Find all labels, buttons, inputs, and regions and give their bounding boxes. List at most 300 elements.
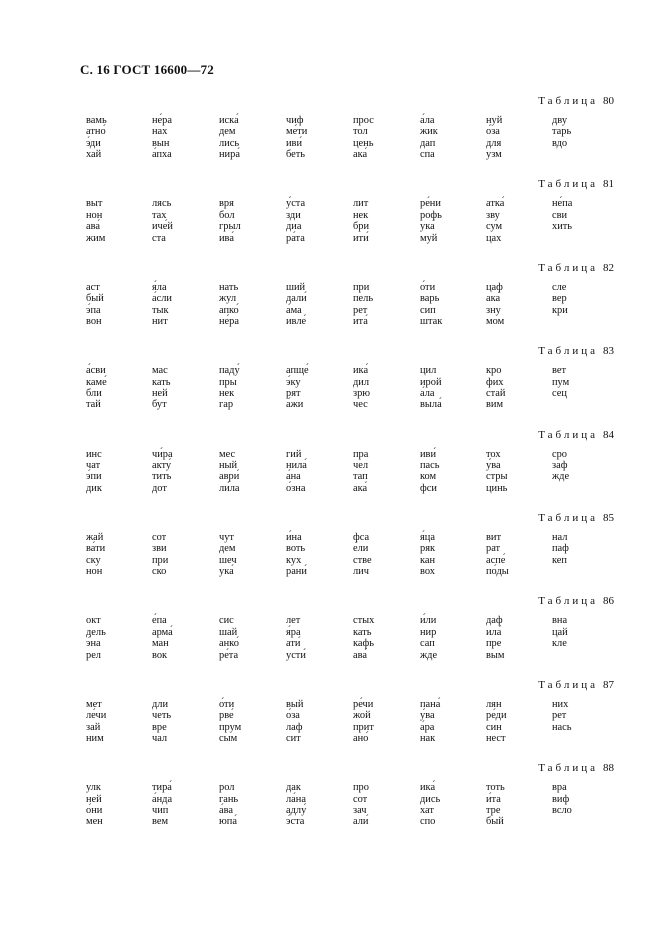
word-column xyxy=(552,532,616,566)
word-column xyxy=(152,615,216,661)
word-column xyxy=(552,699,616,733)
word-cell: чип xyxy=(152,804,169,816)
word-column xyxy=(286,615,350,661)
word-cell: ско xyxy=(152,566,167,578)
word-cell: ме́ти xyxy=(286,126,308,138)
word-column xyxy=(353,699,417,745)
table-number: 84 xyxy=(603,428,614,441)
word-cell: иви́ xyxy=(420,448,437,460)
word-cell: всло xyxy=(552,804,572,816)
word-cell: хат xyxy=(420,804,434,816)
word-cell: иска́ xyxy=(219,115,239,126)
word-cell: зай xyxy=(86,721,101,733)
word-cell: лит xyxy=(353,198,369,210)
word-column xyxy=(420,615,484,661)
word-cell: сым xyxy=(219,732,238,744)
word-column xyxy=(86,615,150,661)
table-number: 82 xyxy=(603,261,614,274)
word-column xyxy=(86,532,150,578)
word-cell: дись xyxy=(420,793,441,805)
word-column xyxy=(286,115,350,161)
table-block xyxy=(0,429,662,509)
word-cell: дву xyxy=(552,115,568,126)
word-cell: пана́ xyxy=(420,698,441,710)
word-cell: жул xyxy=(219,293,237,305)
word-column xyxy=(486,699,550,745)
word-cell: вох xyxy=(420,566,435,578)
table-caption xyxy=(538,512,614,524)
word-cell: кать xyxy=(353,626,372,638)
word-cell: бол xyxy=(219,209,235,221)
table-number: 87 xyxy=(603,678,614,691)
word-cell: при xyxy=(152,554,169,566)
word-cell: гар xyxy=(219,399,234,411)
word-cell: тап xyxy=(353,471,368,483)
word-cell: узм xyxy=(486,149,502,161)
word-cell: о́ти xyxy=(420,281,436,293)
word-cell: не́па xyxy=(552,198,573,210)
table-caption-word: Таблица xyxy=(538,678,598,691)
word-column xyxy=(420,365,484,411)
table-number: 83 xyxy=(603,345,614,358)
word-cell: ука́ xyxy=(420,221,435,233)
word-cell: воть xyxy=(286,543,306,555)
word-cell: ивле́ xyxy=(286,315,307,327)
word-cell: а́пха xyxy=(152,149,172,161)
word-cell: пась xyxy=(420,459,440,471)
word-cell: нал xyxy=(552,532,568,543)
word-cell: вдо xyxy=(552,137,568,149)
word-column xyxy=(86,699,150,745)
word-cell: и́та xyxy=(486,793,501,805)
word-cell: ним xyxy=(86,732,104,744)
word-cell: рол xyxy=(219,782,235,794)
word-column xyxy=(353,449,417,495)
table-caption xyxy=(538,345,614,357)
word-column xyxy=(219,282,283,328)
word-cell: э́ста xyxy=(286,816,305,828)
word-column xyxy=(286,782,350,828)
table-number: 86 xyxy=(603,595,614,608)
word-cell: каме́ xyxy=(86,376,107,388)
word-column xyxy=(219,699,283,745)
word-cell: усти́ xyxy=(286,649,306,661)
word-cell: ста xyxy=(152,232,166,244)
word-column xyxy=(219,115,283,161)
word-cell: бый xyxy=(486,816,504,828)
word-cell: чиф xyxy=(286,115,304,126)
word-cell: лись xyxy=(219,137,240,149)
table-block xyxy=(0,345,662,425)
word-cell: вон xyxy=(86,315,102,327)
word-column xyxy=(486,365,550,411)
word-column xyxy=(219,365,283,411)
word-cell: и́на xyxy=(286,532,302,543)
word-cell: пре xyxy=(486,638,502,650)
word-cell: кеп xyxy=(552,554,567,566)
word-column xyxy=(86,449,150,495)
word-cell: тык xyxy=(152,304,169,316)
table-number: 80 xyxy=(603,95,614,107)
table-caption xyxy=(538,178,614,190)
word-cell: вря xyxy=(219,198,234,210)
word-cell: дот xyxy=(152,482,167,494)
word-cell: рани́ xyxy=(286,566,307,578)
word-column xyxy=(152,782,216,828)
word-cell: тарь xyxy=(552,126,572,138)
word-cell: нила́ xyxy=(286,459,307,471)
word-cell: э́пи xyxy=(86,471,102,483)
word-column xyxy=(486,615,550,661)
table-number: 85 xyxy=(603,512,614,524)
table-block xyxy=(0,178,662,258)
word-cell: лич xyxy=(353,566,369,578)
word-column xyxy=(552,615,616,649)
word-column xyxy=(420,198,484,244)
word-cell: атно́ xyxy=(86,126,106,138)
word-cell: инс xyxy=(86,448,102,460)
word-cell: тира́ xyxy=(152,782,172,794)
word-cell: ску xyxy=(86,554,101,566)
word-cell: нест xyxy=(486,732,506,744)
word-cell: ре́та xyxy=(219,649,239,661)
word-column xyxy=(486,782,550,828)
word-cell: гань xyxy=(219,793,239,805)
word-cell: ней xyxy=(86,793,102,805)
word-cell: цень xyxy=(353,137,374,149)
word-cell: э́ди xyxy=(86,137,101,149)
word-cell: ле́чи xyxy=(86,710,107,722)
word-column xyxy=(219,615,283,661)
word-cell: прум xyxy=(219,721,242,733)
word-cell: рет xyxy=(552,710,567,722)
word-cell: шеч xyxy=(219,554,237,566)
word-cell: мес xyxy=(219,448,236,460)
word-column xyxy=(219,782,283,828)
word-cell: зач xyxy=(353,804,367,816)
word-column xyxy=(353,615,417,661)
word-cell: акту́ xyxy=(152,459,172,471)
word-cell: нон xyxy=(86,209,103,221)
word-cell: е́ли xyxy=(353,543,369,555)
word-cell: тох xyxy=(486,448,501,460)
word-cell: юпа́ xyxy=(219,816,237,828)
word-cell: рят xyxy=(286,387,301,399)
word-cell: ком xyxy=(420,471,437,483)
word-cell: стры xyxy=(486,471,508,483)
word-column xyxy=(552,115,616,149)
word-cell: зну xyxy=(486,304,501,316)
table-block xyxy=(0,95,662,175)
word-cell: лет xyxy=(286,615,301,627)
table-caption xyxy=(538,679,614,691)
word-cell: рет xyxy=(353,304,368,316)
word-column xyxy=(86,198,150,244)
word-cell: стве xyxy=(353,554,372,566)
word-cell: дали́ xyxy=(286,293,307,305)
word-cell: цаф xyxy=(486,281,503,293)
word-cell: ва́ти xyxy=(86,543,106,555)
word-column xyxy=(486,282,550,328)
word-cell: у́ста xyxy=(286,198,306,210)
word-cell: бри xyxy=(353,221,370,233)
word-cell: дил xyxy=(353,376,370,388)
word-cell: ла́на xyxy=(286,793,306,805)
table-caption-word: Таблица xyxy=(538,428,598,441)
word-cell: и́ли xyxy=(420,615,437,627)
word-cell: чут xyxy=(219,532,234,543)
word-cell: а́ва xyxy=(219,804,233,816)
word-cell: зви xyxy=(152,543,167,555)
word-cell: сви xyxy=(552,209,568,221)
table-caption-word: Таблица xyxy=(538,261,598,274)
word-cell: чал xyxy=(152,732,168,744)
word-column xyxy=(420,532,484,578)
word-cell: ака́ xyxy=(353,149,368,161)
word-cell: сро xyxy=(552,448,568,460)
word-cell: для xyxy=(486,137,502,149)
table-block xyxy=(0,679,662,759)
word-column xyxy=(353,115,417,161)
word-cell: вый xyxy=(286,698,304,710)
word-column xyxy=(353,198,417,244)
word-column xyxy=(286,449,350,495)
word-cell: нак xyxy=(420,732,436,744)
word-cell: нась xyxy=(552,721,572,733)
word-cell: шай xyxy=(219,626,238,638)
word-cell: штак xyxy=(420,315,443,327)
word-cell: иви́ xyxy=(286,137,303,149)
word-cell: кле xyxy=(552,638,567,650)
word-cell: ука́ xyxy=(219,566,234,578)
word-cell: ший xyxy=(286,281,306,293)
word-cell: зрю xyxy=(353,387,371,399)
word-cell: муй xyxy=(420,232,438,244)
word-cell: сле xyxy=(552,281,567,293)
word-column xyxy=(552,198,616,232)
word-cell: цах xyxy=(486,232,502,244)
word-cell: дель xyxy=(86,626,106,638)
word-cell: улк xyxy=(86,782,101,794)
word-cell: стых xyxy=(353,615,375,627)
word-cell: ати́ xyxy=(286,638,301,650)
word-cell: ирой xyxy=(420,376,442,388)
word-cell: ней xyxy=(152,387,168,399)
word-column xyxy=(152,365,216,411)
word-cell: жде xyxy=(552,471,570,483)
word-cell: дем xyxy=(219,126,236,138)
word-cell: вок xyxy=(152,649,168,661)
word-cell: лясь xyxy=(152,198,172,210)
word-cell: ака́ xyxy=(486,293,501,305)
table-number: 81 xyxy=(603,178,614,191)
word-cell: э́на xyxy=(86,638,101,650)
table-block xyxy=(0,262,662,342)
word-cell: кать xyxy=(152,376,171,388)
word-cell: а́сли xyxy=(152,293,172,305)
table-caption-word: Таблица xyxy=(538,178,598,191)
table-caption xyxy=(538,429,614,441)
word-cell: ива́ xyxy=(219,232,234,244)
word-cell: чат xyxy=(86,459,101,471)
word-cell: ра́та xyxy=(286,232,305,244)
word-cell: я́ра xyxy=(286,626,301,638)
word-column xyxy=(286,198,350,244)
word-column xyxy=(420,282,484,328)
word-cell: а́нда xyxy=(152,793,173,805)
word-cell: дем xyxy=(219,543,236,555)
word-column xyxy=(86,282,150,328)
table-caption xyxy=(538,595,614,607)
word-cell: четь xyxy=(152,710,172,722)
word-cell: сум xyxy=(486,221,503,233)
table-caption-word: Таблица xyxy=(538,95,598,107)
word-column xyxy=(486,115,550,161)
word-cell: о́ти xyxy=(219,698,235,710)
table-block xyxy=(0,762,662,842)
word-cell: кри xyxy=(552,304,568,316)
word-column xyxy=(86,365,150,411)
word-cell: а́сви xyxy=(86,365,106,377)
word-cell: адлу́ xyxy=(286,804,307,816)
word-cell: кафь xyxy=(353,638,374,650)
word-cell: по́ды xyxy=(486,566,509,578)
word-cell: гий xyxy=(286,448,302,460)
word-cell: беть xyxy=(286,149,306,161)
word-cell: ава́ xyxy=(353,649,367,661)
table-caption xyxy=(538,762,614,774)
word-cell: при xyxy=(353,281,370,293)
word-cell: спо xyxy=(420,816,436,828)
word-cell: ака́ xyxy=(353,482,368,494)
word-column xyxy=(152,532,216,578)
word-cell: пум xyxy=(552,376,570,388)
word-cell: мас xyxy=(152,365,168,377)
word-cell: аспе́ xyxy=(486,554,506,566)
word-cell: апще́ xyxy=(286,365,309,377)
word-cell: грыл xyxy=(219,221,241,233)
word-column xyxy=(420,115,484,161)
word-cell: хай xyxy=(86,149,102,161)
word-cell: пры xyxy=(219,376,237,388)
word-cell: е́па xyxy=(152,615,167,627)
word-column xyxy=(152,699,216,745)
word-cell: сап xyxy=(420,638,435,650)
word-cell: тить xyxy=(152,471,172,483)
word-cell: варь xyxy=(420,293,440,305)
word-cell: стай xyxy=(486,387,506,399)
word-cell: окт xyxy=(86,615,101,627)
word-cell: спа xyxy=(420,149,435,161)
word-cell: них xyxy=(552,698,569,710)
word-cell: вра xyxy=(552,782,567,794)
word-column xyxy=(152,449,216,495)
word-cell: ре́чи xyxy=(353,698,374,710)
word-cell: фса xyxy=(353,532,370,543)
word-cell: бут xyxy=(152,399,167,411)
word-cell: тоть xyxy=(486,782,505,794)
word-cell: нон xyxy=(86,566,103,578)
word-cell: мет xyxy=(86,698,102,710)
word-cell: вем xyxy=(152,816,169,828)
word-cell: а́ра xyxy=(420,721,435,733)
word-cell: апко́ xyxy=(219,304,239,316)
word-cell: нек xyxy=(353,209,369,221)
word-cell: вим xyxy=(486,399,504,411)
word-cell: зву xyxy=(486,209,500,221)
word-cell: атка́ xyxy=(486,198,505,210)
word-cell: жим xyxy=(86,232,106,244)
word-cell: рофь xyxy=(420,209,442,221)
word-cell: ика́ xyxy=(353,365,369,377)
word-cell: бли xyxy=(86,387,102,399)
word-cell: рве́ xyxy=(219,710,234,722)
word-cell: а́ма xyxy=(286,304,302,316)
word-cell: нир xyxy=(420,626,437,638)
word-column xyxy=(152,282,216,328)
word-column xyxy=(219,198,283,244)
word-column xyxy=(353,532,417,578)
word-column xyxy=(152,115,216,161)
word-cell: ика́ xyxy=(420,782,436,794)
word-cell: нать xyxy=(219,281,239,293)
word-cell: ре́ни xyxy=(420,198,441,210)
word-cell: виф xyxy=(552,793,570,805)
word-column xyxy=(552,365,616,399)
word-cell: ли́ла xyxy=(219,482,240,494)
word-cell: мен xyxy=(86,816,103,828)
word-cell: жай xyxy=(86,532,104,543)
word-cell: сец xyxy=(552,387,567,399)
word-cell: паду́ xyxy=(219,365,240,377)
word-cell: дап xyxy=(420,137,436,149)
word-cell: тре xyxy=(486,804,501,816)
page-header: С. 16 ГОСТ 16600—72 xyxy=(80,62,214,77)
word-column xyxy=(420,449,484,495)
word-cell: я́ла xyxy=(152,281,167,293)
word-cell: заф xyxy=(552,459,568,471)
word-cell: фих xyxy=(486,376,504,388)
word-cell: бый xyxy=(86,293,104,305)
word-cell: жой xyxy=(353,710,371,722)
word-column xyxy=(219,449,283,495)
table-caption-word: Таблица xyxy=(538,762,598,775)
word-column xyxy=(420,699,484,745)
word-cell: вын xyxy=(152,137,170,149)
word-cell: сит xyxy=(286,732,301,744)
word-cell: сот xyxy=(353,793,368,805)
word-cell: мом xyxy=(486,315,505,327)
word-cell: про xyxy=(353,782,369,794)
word-cell: ный xyxy=(219,459,238,471)
word-cell: зди xyxy=(286,209,301,221)
word-column xyxy=(286,365,350,411)
word-cell: ита́ xyxy=(353,315,368,327)
word-cell: не́ра xyxy=(152,115,172,126)
word-cell: дик xyxy=(86,482,102,494)
word-column xyxy=(219,532,283,578)
word-column xyxy=(286,532,350,578)
word-cell: жде xyxy=(420,649,438,661)
word-column xyxy=(420,782,484,828)
word-cell: кро xyxy=(486,365,502,377)
table-caption-word: Таблица xyxy=(538,512,598,524)
word-cell: фси xyxy=(420,482,437,494)
word-cell: прос xyxy=(353,115,374,126)
word-cell: хить xyxy=(552,221,573,233)
word-cell: рел xyxy=(86,649,101,661)
word-column xyxy=(552,782,616,816)
